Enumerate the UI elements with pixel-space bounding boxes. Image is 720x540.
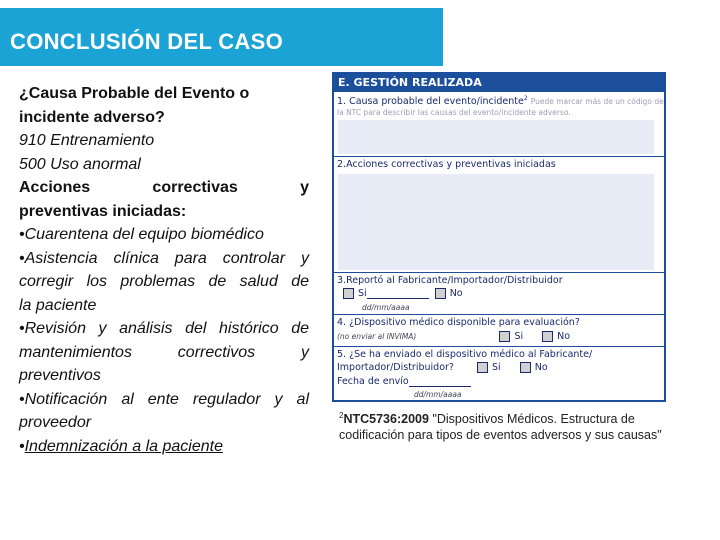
form-item-5-row	[334, 362, 664, 373]
form-item-5-line-1: 5. ¿Se ha enviado el dispositivo médico al Fabricante/	[337, 349, 593, 360]
checkbox-no[interactable]	[520, 362, 531, 373]
form-divider	[334, 156, 664, 157]
send-date-format-hint: dd/mm/aaaa	[414, 390, 462, 399]
date-format-hint: dd/mm/aaaa	[362, 303, 410, 312]
checkbox-si[interactable]	[477, 362, 488, 373]
form-item-1-hint: Puede marcar más de un código de la NTC para describir las causas del evento/incidente adverso.	[337, 97, 664, 118]
action-bullet-5	[19, 435, 309, 459]
action-bullet-2-line-3: la paciente	[19, 296, 97, 314]
action-bullet-3-line-3: preventivos	[19, 367, 101, 384]
option-si-label: Si	[492, 362, 501, 373]
form-item-5-line-2: Importador/Distribuidor?	[337, 362, 454, 373]
action-bullet-2-line-2: corregir los problemas de salud de	[19, 273, 309, 290]
action-bullet-3-line-1: •Revisión y análisis del histórico de	[19, 320, 309, 337]
form-item-1-label: 1. Causa probable del evento/incidente	[337, 96, 524, 108]
footnote-text: "Dispositivos Médicos. Estructura de codificación para tipos de eventos adversos y sus causas"	[339, 412, 662, 443]
form-item-4-subnote: (no enviar al INVIMA)	[337, 332, 417, 341]
form-item-3-label: 3.Reportó al Fabricante/Importador/Distribuidor	[337, 275, 563, 286]
form-item-4-row	[334, 331, 664, 342]
case-conclusion-text	[19, 82, 309, 458]
form-item-1-field	[338, 120, 654, 154]
action-bullet-1: •Cuarentena del equipo biomédico	[19, 226, 264, 243]
question-line-1: ¿Causa Probable del Evento o	[19, 85, 250, 102]
page-title: CONCLUSIÓN DEL CASO	[10, 29, 283, 54]
send-date-field	[409, 377, 471, 387]
action-bullet-4-line-2: proveedor	[19, 414, 92, 431]
footnote	[339, 408, 689, 443]
footnote-marker: 2	[339, 411, 344, 420]
action-bullet-2-line-1: •Asistencia clínica para controlar y	[19, 249, 309, 267]
form-item-2-field	[338, 174, 654, 270]
form-divider	[334, 346, 664, 347]
actions-heading-line-1: Acciones correctivas y	[19, 179, 309, 196]
question-line-2: incidente adverso?	[19, 108, 165, 126]
form-item-4-label: 4. ¿Dispositivo médico disponible para evaluación?	[337, 317, 580, 328]
option-si-label: Si	[514, 331, 524, 342]
checkbox-si[interactable]	[499, 331, 510, 342]
footnote-reference: NTC5736:2009	[343, 412, 429, 427]
checkbox-no[interactable]	[435, 288, 446, 299]
option-si-label: Si	[358, 288, 367, 299]
cause-item-2: 500 Uso anormal	[19, 155, 141, 173]
action-bullet-4-line-1: •Notificación al ente regulador y al	[19, 390, 309, 408]
form-heading: E. GESTIÓN REALIZADA	[334, 74, 664, 92]
action-bullet-3-line-2: mantenimientos correctivos y	[19, 343, 309, 361]
form-item-3-options	[334, 288, 664, 299]
actions-heading-line-2: preventivas iniciadas:	[19, 202, 187, 220]
form-item-2-label: 2.Acciones correctivas y preventivas iniciadas	[337, 159, 556, 170]
option-no-label: No	[449, 288, 463, 299]
action-bullet-5-marker: •	[19, 437, 25, 455]
option-no-label: No	[534, 362, 548, 373]
managed-actions-form-image	[332, 72, 666, 402]
title-bar	[0, 8, 443, 66]
form-divider	[334, 314, 664, 315]
cause-item-1: 910 Entrenamiento	[19, 132, 155, 149]
form-divider	[334, 272, 664, 273]
option-no-label: No	[557, 331, 571, 342]
action-bullet-5-text: Indemnización a la paciente	[24, 437, 223, 455]
checkbox-si[interactable]	[343, 288, 354, 299]
form-send-date-row	[334, 376, 664, 387]
send-date-label: Fecha de envío	[337, 376, 409, 387]
checkbox-no[interactable]	[542, 331, 553, 342]
form-item-1: 1. Causa probable del evento/incidente$^2$ Puede marcar más de un código de la NTC para describir las causas del evento/incidente adverso.	[337, 95, 664, 118]
date-field	[367, 289, 429, 299]
